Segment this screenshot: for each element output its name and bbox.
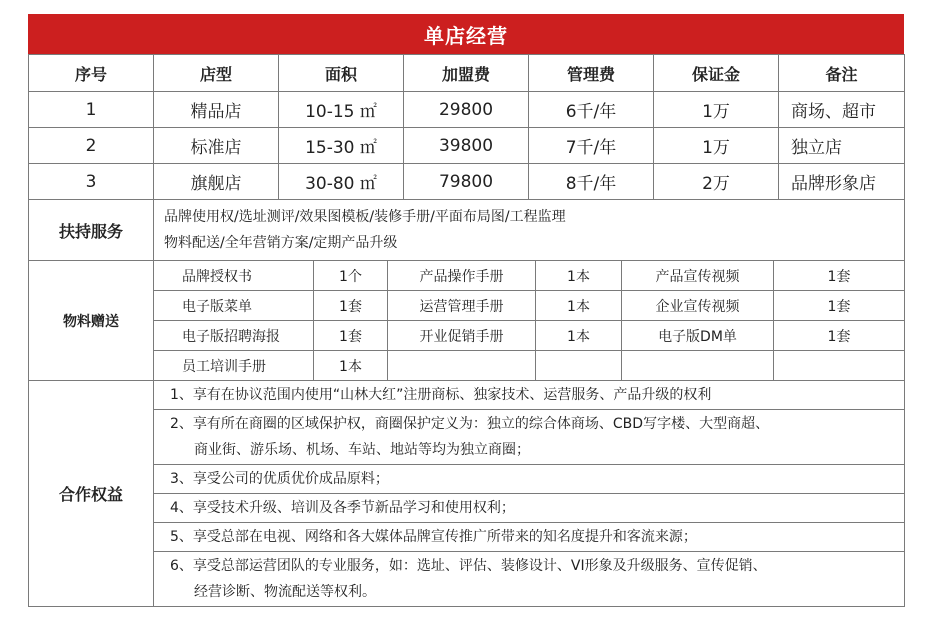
material-name: 品牌授权书 (154, 261, 314, 291)
table-cell: 2万 (654, 164, 779, 200)
header-cell: 店型 (154, 55, 279, 92)
rights-item (154, 552, 905, 607)
material-qty: 1本 (536, 321, 622, 351)
rights-item (154, 381, 905, 410)
support-label: 扶持服务 (29, 200, 154, 261)
table-cell: 品牌形象店 (779, 164, 905, 200)
material-name (388, 351, 536, 381)
material-qty: 1本 (536, 291, 622, 321)
materials-section (28, 261, 905, 381)
material-name: 企业宣传视频 (622, 291, 774, 321)
table-cell: 独立店 (779, 128, 905, 164)
table-cell: 7千/年 (529, 128, 654, 164)
table-cell: 29800 (404, 92, 529, 128)
material-qty: 1套 (774, 321, 905, 351)
rights-item (154, 494, 905, 523)
franchise-table (28, 14, 904, 607)
rights-section (28, 381, 905, 607)
table-cell: 79800 (404, 164, 529, 200)
store-type-table (28, 54, 905, 200)
rights-item (154, 410, 905, 465)
rights-item-continuation: 经营诊断、物流配送等权利。 (194, 584, 376, 600)
material-qty: 1套 (314, 291, 388, 321)
support-line: 物料配送/全年营销方案/定期产品升级 (164, 235, 398, 251)
table-cell: 精品店 (154, 92, 279, 128)
rights-item-text: 5、享受总部在电视、网络和各大媒体品牌宣传推广所带来的知名度提升和客流来源； (170, 529, 697, 545)
table-cell: 1万 (654, 128, 779, 164)
material-qty: 1个 (314, 261, 388, 291)
header-cell: 管理费 (529, 55, 654, 92)
material-qty: 1套 (774, 261, 905, 291)
material-name: 电子版菜单 (154, 291, 314, 321)
table-cell: 商场、超市 (779, 92, 905, 128)
rights-item-continuation: 商业街、游乐场、机场、车站、地站等均为独立商圈； (194, 442, 530, 458)
rights-label: 合作权益 (29, 381, 154, 607)
material-qty: 1本 (314, 351, 388, 381)
materials-label: 物料赠送 (29, 261, 154, 381)
table-cell: 3 (29, 164, 154, 200)
rights-item-text: 6、享受总部运营团队的专业服务，如：选址、评估、装修设计、VI形象及升级服务、宣传促销、 (170, 558, 767, 574)
material-name: 电子版DM单 (622, 321, 774, 351)
table-row (29, 164, 905, 200)
rights-item-text: 2、享有所在商圈的区域保护权，商圈保护定义为：独立的综合体商场、CBD写字楼、大型商超、 (170, 416, 770, 432)
material-name: 电子版招聘海报 (154, 321, 314, 351)
table-cell: 旗舰店 (154, 164, 279, 200)
header-cell: 加盟费 (404, 55, 529, 92)
table-cell: 15-30 ㎡ (279, 128, 404, 164)
rights-item-text: 3、享受公司的优质优价成品原料； (170, 471, 389, 487)
table-cell: 标准店 (154, 128, 279, 164)
table-cell: 8千/年 (529, 164, 654, 200)
material-name: 运营管理手册 (388, 291, 536, 321)
header-cell: 保证金 (654, 55, 779, 92)
header-cell: 面积 (279, 55, 404, 92)
table-title: 单店经营 (28, 14, 904, 54)
support-content (154, 200, 905, 261)
table-row (29, 128, 905, 164)
header-row (29, 55, 905, 92)
material-qty: 1本 (536, 261, 622, 291)
table-cell: 10-15 ㎡ (279, 92, 404, 128)
table-cell: 1万 (654, 92, 779, 128)
material-qty: 1套 (314, 321, 388, 351)
table-cell: 39800 (404, 128, 529, 164)
rights-item-text: 4、享受技术升级、培训及各季节新品学习和使用权利； (170, 500, 515, 516)
table-cell: 2 (29, 128, 154, 164)
header-cell: 序号 (29, 55, 154, 92)
rights-item (154, 465, 905, 494)
material-qty (536, 351, 622, 381)
material-name: 产品宣传视频 (622, 261, 774, 291)
table-cell: 6千/年 (529, 92, 654, 128)
material-name (622, 351, 774, 381)
support-line: 品牌使用权/选址测评/效果图模板/装修手册/平面布局图/工程监理 (164, 209, 566, 225)
material-name: 产品操作手册 (388, 261, 536, 291)
material-name: 员工培训手册 (154, 351, 314, 381)
table-cell: 30-80 ㎡ (279, 164, 404, 200)
material-name: 开业促销手册 (388, 321, 536, 351)
support-section (28, 200, 905, 261)
table-cell: 1 (29, 92, 154, 128)
rights-item (154, 523, 905, 552)
rights-item-text: 1、享有在协议范围内使用“山林大红”注册商标、独家技术、运营服务、产品升级的权利 (170, 387, 712, 403)
header-cell: 备注 (779, 55, 905, 92)
table-row (29, 92, 905, 128)
material-qty: 1套 (774, 291, 905, 321)
material-qty (774, 351, 905, 381)
